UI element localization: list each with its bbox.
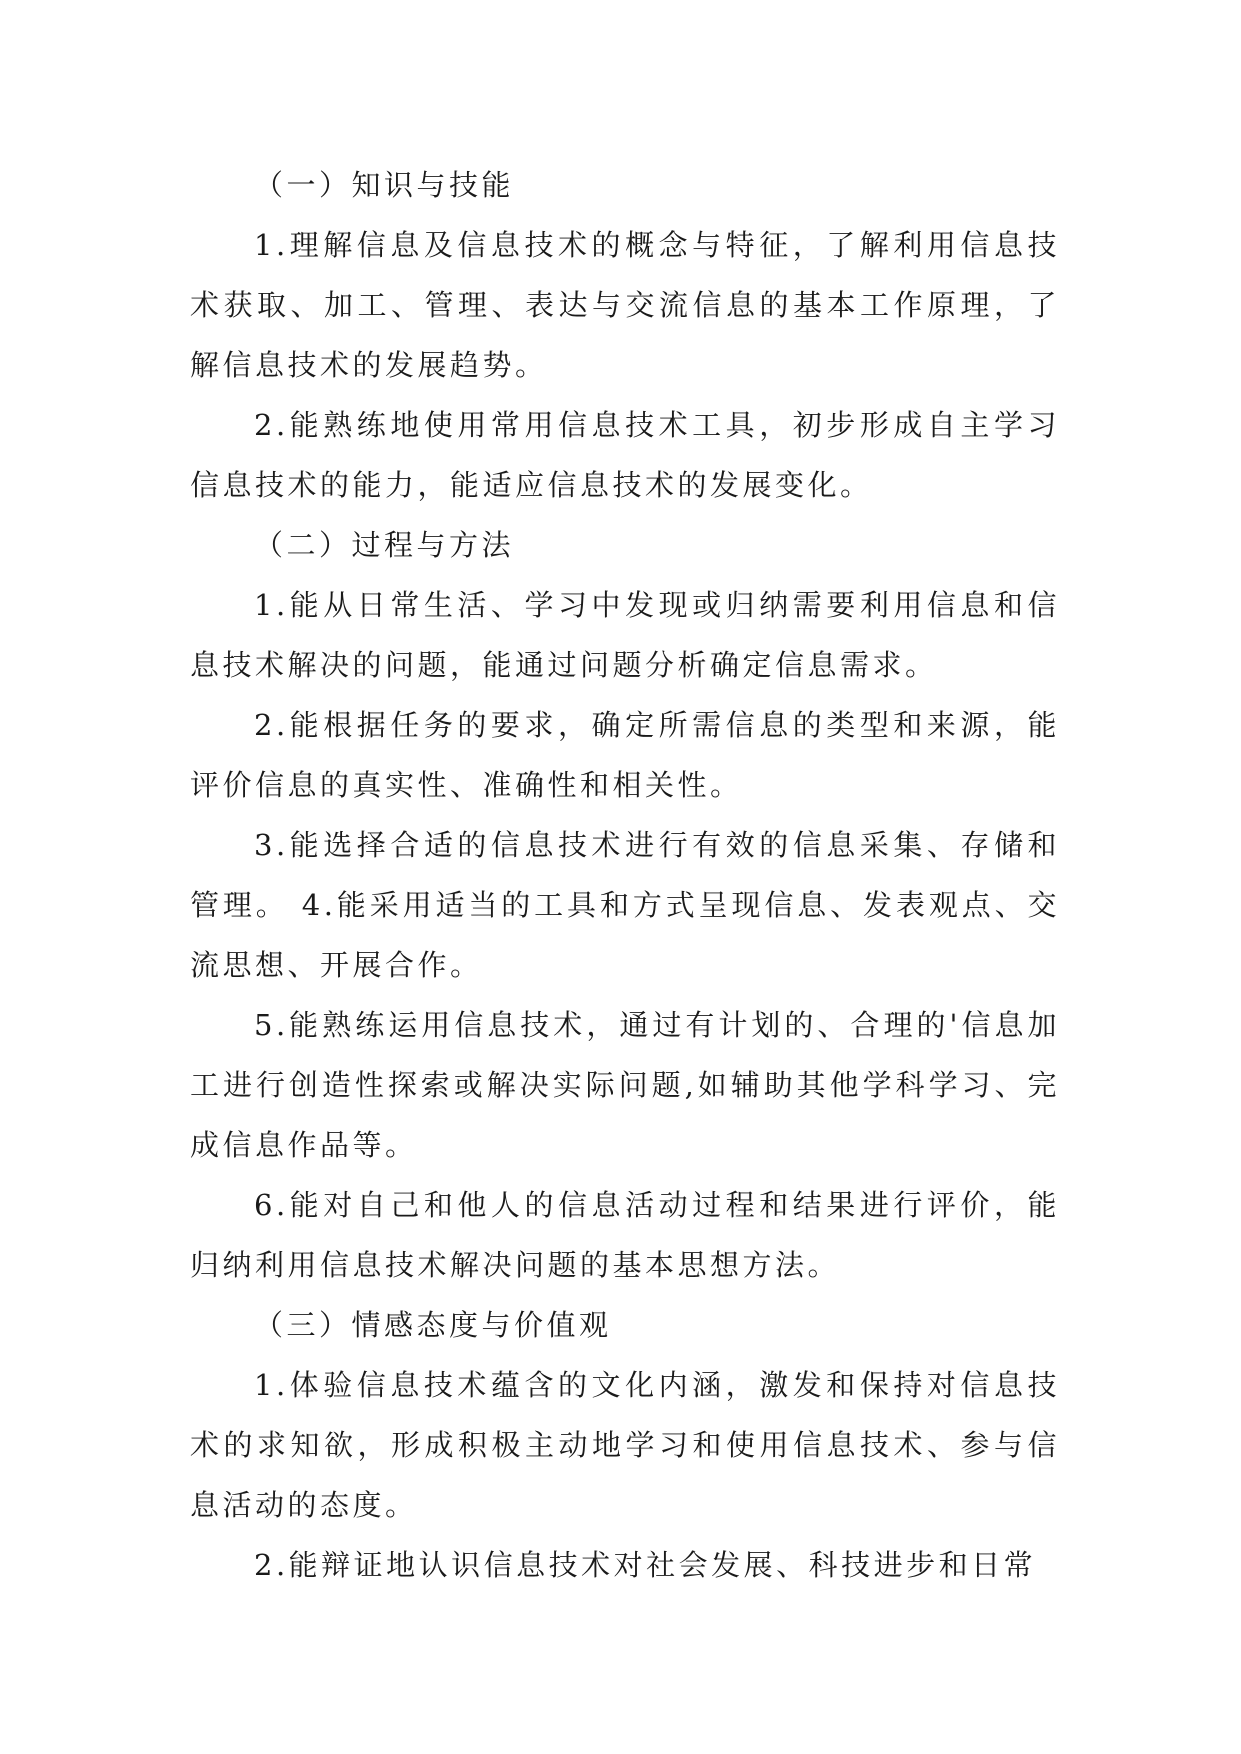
paragraph-attitude-1: 1.体验信息技术蕴含的文化内涵，激发和保持对信息技术的求知欲，形成积极主动地学习和使用信息技术、参与信息活动的态度。 (190, 1368, 1060, 1522)
paragraph-process-6: 6.能对自己和他人的信息活动过程和结果进行评价，能归纳利用信息技术解决问题的基本思想方法。 (190, 1188, 1060, 1282)
paragraph-attitude-2: 2.能辩证地认识信息技术对社会发展、科技进步和日常 (254, 1548, 1037, 1582)
section-heading-process-methods: （二）过程与方法 (254, 528, 515, 562)
paragraph-knowledge-1: 1.理解信息及信息技术的概念与特征，了解利用信息技术获取、加工、管理、表达与交流信息的基本工作原理，了解信息技术的发展趋势。 (190, 228, 1060, 382)
section-heading-knowledge-skills: （一）知识与技能 (254, 168, 515, 202)
paragraph-process-3-4: 3.能选择合适的信息技术进行有效的信息采集、存储和管理。 4.能采用适当的工具和方式呈现信息、发表观点、交流思想、开展合作。 (190, 828, 1060, 982)
paragraph-process-2: 2.能根据任务的要求，确定所需信息的类型和来源，能评价信息的真实性、准确性和相关性。 (190, 708, 1060, 802)
document-body (190, 155, 1060, 1595)
paragraph-process-5: 5.能熟练运用信息技术，通过有计划的、合理的'信息加工进行创造性探索或解决实际问题,如辅助其他学科学习、完成信息作品等。 (190, 1008, 1060, 1162)
paragraph-knowledge-2: 2.能熟练地使用常用信息技术工具，初步形成自主学习信息技术的能力，能适应信息技术的发展变化。 (190, 408, 1060, 502)
section-heading-attitudes-values: （三）情感态度与价值观 (254, 1308, 612, 1342)
paragraph-process-1: 1.能从日常生活、学习中发现或归纳需要利用信息和信息技术解决的问题，能通过问题分析确定信息需求。 (190, 588, 1060, 682)
